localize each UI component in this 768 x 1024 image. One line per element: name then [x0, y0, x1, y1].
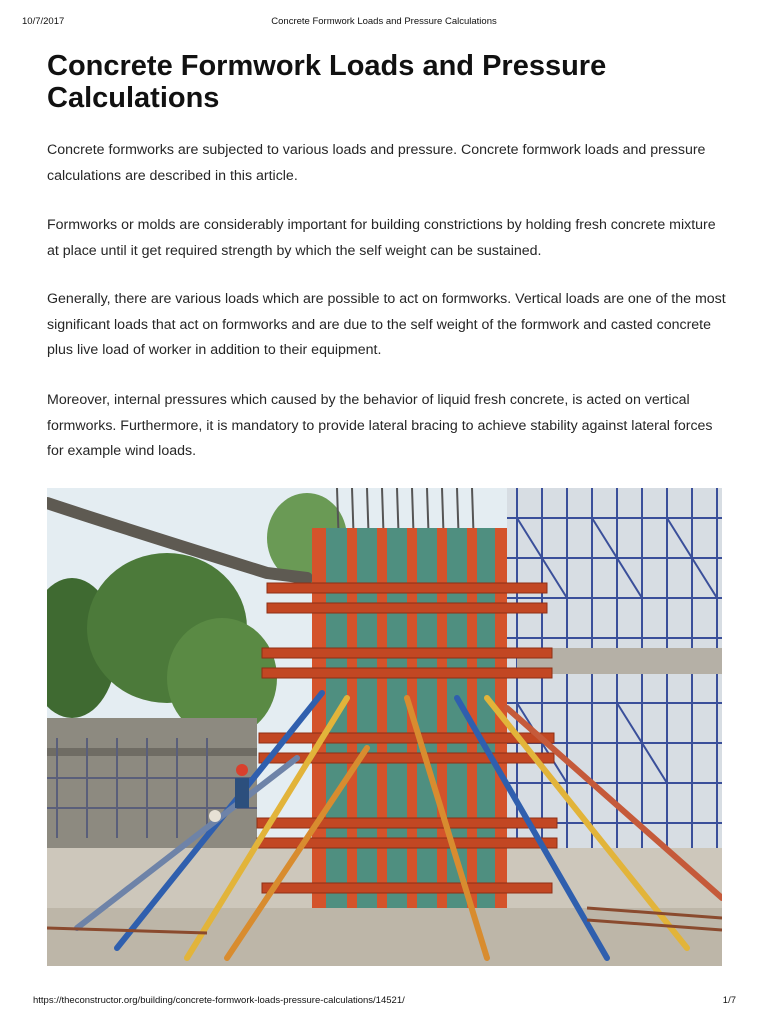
print-title: Concrete Formwork Loads and Pressure Calculations	[271, 16, 497, 27]
paragraph-intro: Concrete formworks are subjected to various loads and pressure. Concrete formwork loads and pressure calculations are described in this article.	[47, 142, 706, 184]
print-date: 10/7/2017	[22, 16, 65, 27]
formwork-photo	[47, 488, 722, 966]
page-footer	[33, 995, 736, 1009]
source-url[interactable]: https://theconstructor.org/building/concrete-formwork-loads-pressure-calculations/14521/	[33, 995, 405, 1006]
page-header	[22, 16, 746, 30]
paragraph-pressures: Moreover, internal pressures which caused by the behavior of liquid fresh concrete, is acted on vertical formworks. Furthermore, it is mandatory to provide lateral bracing to achieve stability against lateral forces for example wind loads.	[47, 392, 713, 459]
paragraph-loads: Generally, there are various loads which are possible to act on formworks. Vertical loads are one of the most significant loads that act on formworks and are due to the self weight of the formwork and casted concrete plus live load of worker in addition to their equipment.	[47, 291, 726, 358]
paragraph-formworks: Formworks or molds are considerably important for building constrictions by holding fresh concrete mixture at place until it get required strength by which the self weight can be sustained.	[47, 217, 716, 259]
page-number: 1/7	[722, 995, 736, 1006]
formwork-illustration	[47, 488, 722, 966]
article-title: Concrete Formwork Loads and Pressure Calculations	[47, 50, 607, 114]
